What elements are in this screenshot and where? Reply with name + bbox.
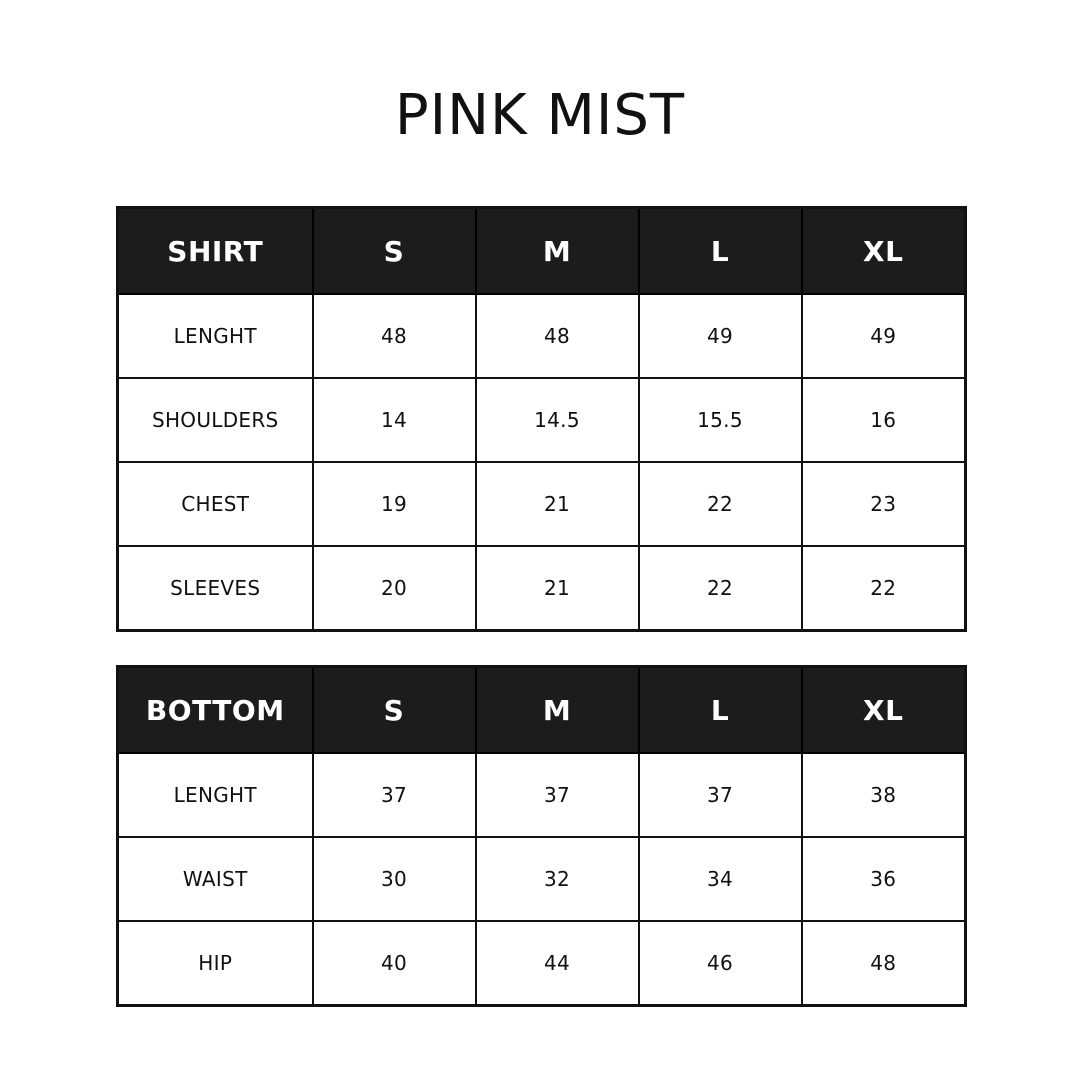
bottom-header-label: BOTTOM	[118, 667, 313, 754]
measurement-value: 16	[802, 378, 966, 462]
measurement-value: 37	[476, 753, 639, 837]
shirt-header-size-m: M	[476, 208, 639, 295]
page-title: PINK MIST	[394, 83, 686, 148]
measurement-value: 32	[476, 837, 639, 921]
shirt-header-row	[118, 208, 966, 295]
measurement-value: 20	[313, 546, 476, 631]
measurement-value: 37	[313, 753, 476, 837]
measurement-value: 22	[802, 546, 966, 631]
bottom-header-size-s: S	[313, 667, 476, 754]
measurement-value: 34	[639, 837, 802, 921]
measurement-value: 38	[802, 753, 966, 837]
measurement-value: 48	[476, 294, 639, 378]
shirt-header-label: SHIRT	[118, 208, 313, 295]
measurement-value: 23	[802, 462, 966, 546]
table-row	[118, 921, 966, 1006]
shirt-header-size-s: S	[313, 208, 476, 295]
measurement-value: 48	[802, 921, 966, 1006]
shirt-header-size-xl: XL	[802, 208, 966, 295]
measurement-value: 22	[639, 546, 802, 631]
measurement-label: SHOULDERS	[118, 378, 313, 462]
bottom-size-table	[116, 665, 967, 1007]
shirt-header-size-l: L	[639, 208, 802, 295]
measurement-value: 48	[313, 294, 476, 378]
measurement-value: 15.5	[639, 378, 802, 462]
measurement-value: 40	[313, 921, 476, 1006]
measurement-value: 46	[639, 921, 802, 1006]
bottom-header-size-xl: XL	[802, 667, 966, 754]
measurement-label: LENGHT	[118, 294, 313, 378]
measurement-value: 37	[639, 753, 802, 837]
measurement-value: 49	[802, 294, 966, 378]
table-row	[118, 378, 966, 462]
measurement-value: 21	[476, 546, 639, 631]
measurement-label: CHEST	[118, 462, 313, 546]
measurement-label: WAIST	[118, 837, 313, 921]
measurement-label: SLEEVES	[118, 546, 313, 631]
bottom-header-row	[118, 667, 966, 754]
bottom-header-size-l: L	[639, 667, 802, 754]
measurement-value: 21	[476, 462, 639, 546]
measurement-label: LENGHT	[118, 753, 313, 837]
measurement-label: HIP	[118, 921, 313, 1006]
measurement-value: 22	[639, 462, 802, 546]
measurement-value: 30	[313, 837, 476, 921]
bottom-header-size-m: M	[476, 667, 639, 754]
measurement-value: 14	[313, 378, 476, 462]
measurement-value: 49	[639, 294, 802, 378]
table-row	[118, 753, 966, 837]
table-row	[118, 837, 966, 921]
shirt-size-table	[116, 206, 967, 632]
measurement-value: 14.5	[476, 378, 639, 462]
measurement-value: 36	[802, 837, 966, 921]
measurement-value: 44	[476, 921, 639, 1006]
table-row	[118, 294, 966, 378]
table-row	[118, 462, 966, 546]
table-row	[118, 546, 966, 631]
measurement-value: 19	[313, 462, 476, 546]
